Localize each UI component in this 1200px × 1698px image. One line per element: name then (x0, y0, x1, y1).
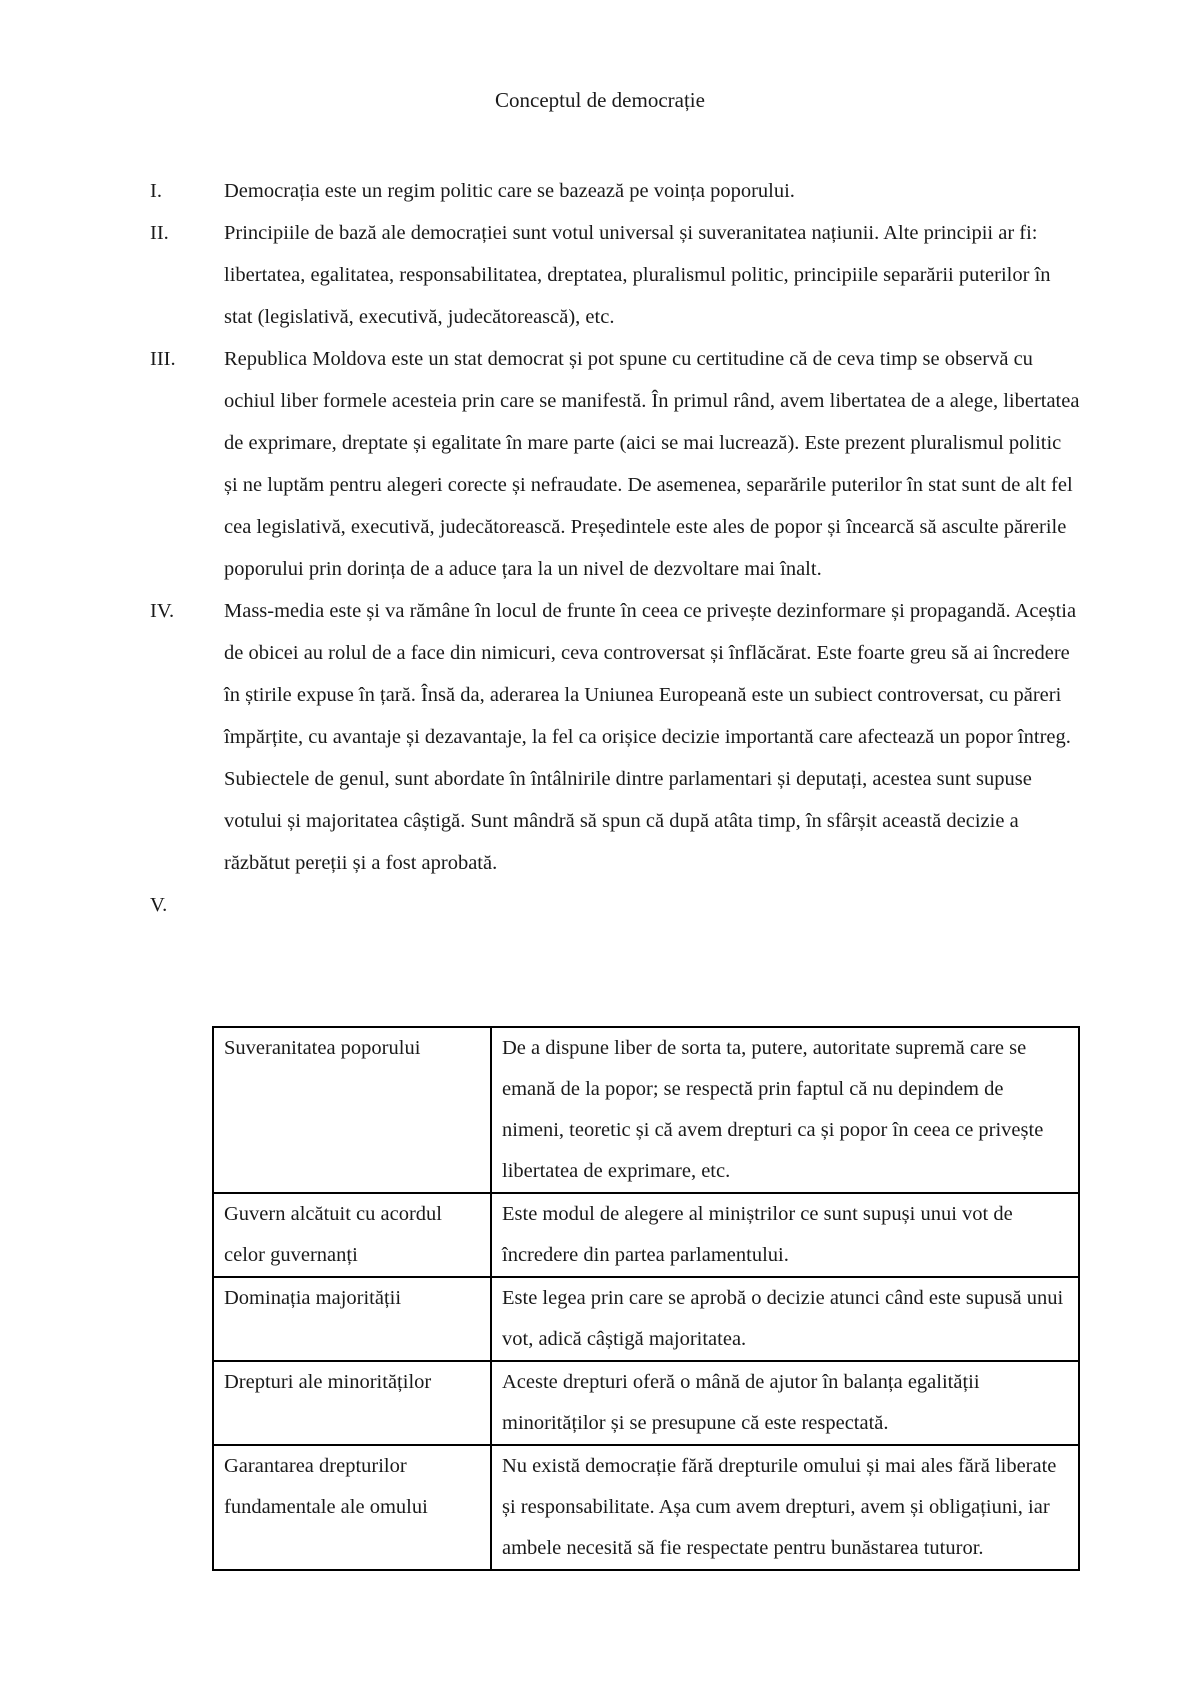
table-cell-term: Suveranitatea poporului (213, 1027, 491, 1193)
list-item-text: Republica Moldova este un stat democrat și pot spune cu certitudine că de ceva timp se observă cu ochiul liber formele acesteia prin care se manifestă. În primul rând, avem libertatea de a alege, libertatea de exprimare, dreptate și egalitate în mare parte (aici se mai lucrează). Este prezent pluralismul politic și ne luptăm pentru alegeri corecte și nefraudate. De asemenea, separările puterilor în stat sunt de alt fel cea legislativă, executivă, judecătorească. Președintele este ales de popor și încearcă să asculte părerile poporului prin dorința de a aduce țara la un nivel de dezvoltare mai înalt. (224, 348, 1080, 580)
list-item (150, 170, 1080, 212)
list-item (150, 212, 1080, 338)
list-item-text (224, 884, 1080, 926)
numbered-list (150, 170, 1080, 926)
table-cell-definition: Este modul de alegere al miniștrilor ce sunt supuși unui vot de încredere din partea parlamentului. (491, 1193, 1079, 1277)
list-item-number: V. (150, 894, 168, 916)
table-cell-definition: Este legea prin care se aprobă o decizie atunci când este supusă unui vot, adică câștigă majoritatea. (491, 1277, 1079, 1361)
page-title: Conceptul de democrație (495, 88, 705, 112)
list-item (150, 590, 1080, 884)
table-cell-term: Guvern alcătuit cu acordul celor guvernanți (213, 1193, 491, 1277)
table-cell-term: Garantarea drepturilor fundamentale ale omului (213, 1445, 491, 1570)
table-row (213, 1027, 1079, 1193)
list-item (150, 338, 1080, 590)
table-cell-definition: Nu există democrație fără drepturile omului și mai ales fără liberate și responsabilitate. Așa cum avem drepturi, avem și obligațiuni, iar ambele necesită să fie respectate pentru bunăstarea tuturor. (491, 1445, 1079, 1570)
table-cell-definition: De a dispune liber de sorta ta, putere, autoritate supremă care se emană de la popor; se respectă prin faptul că nu depindem de nimeni, teoretic și că avem drepturi ca și popor în ceea ce privește libertatea de exprimare, etc. (491, 1027, 1079, 1193)
democracy-principles-table (212, 1026, 1080, 1571)
list-item (150, 884, 1080, 926)
table-row (213, 1193, 1079, 1277)
list-item-text: Principiile de bază ale democrației sunt votul universal și suveranitatea națiunii. Alte principii ar fi: libertatea, egalitatea, responsabilitatea, dreptatea, pluralismul politic, principiile separării puterilor în stat (legislativă, executivă, judecătorească), etc. (224, 222, 1051, 328)
table-cell-term: Dominația majorității (213, 1277, 491, 1361)
list-item-number: I. (150, 180, 162, 202)
list-item-text: Democrația este un regim politic care se bazează pe voința poporului. (224, 180, 795, 202)
table-row (213, 1277, 1079, 1361)
table-cell-definition: Aceste drepturi oferă o mână de ajutor în balanța egalității minorităților și se presupune că este respectată. (491, 1361, 1079, 1445)
table-row (213, 1445, 1079, 1570)
table-cell-term: Drepturi ale minorităților (213, 1361, 491, 1445)
table-row (213, 1361, 1079, 1445)
list-item-number: II. (150, 222, 169, 244)
list-item-number: III. (150, 348, 176, 370)
list-item-number: IV. (150, 600, 175, 622)
list-item-text: Mass-media este și va rămâne în locul de frunte în ceea ce privește dezinformare și propagandă. Aceștia de obicei au rolul de a face din nimicuri, ceva controversat și înflăcărat. Este foarte greu să ai încredere în știrile expuse în țară. Însă da, aderarea la Uniunea Europeană este un subiect controversat, cu păreri împărțite, cu avantaje și dezavantaje, la fel ca orișice decizie importantă care afectează un popor întreg. Subiectele de genul, sunt abordate în întâlnirile dintre parlamentari și deputați, acestea sunt supuse votului și majoritatea câștigă. Sunt mândră să spun că după atâta timp, în sfârșit această decizie a răzbătut pereții și a fost aprobată. (224, 600, 1077, 874)
